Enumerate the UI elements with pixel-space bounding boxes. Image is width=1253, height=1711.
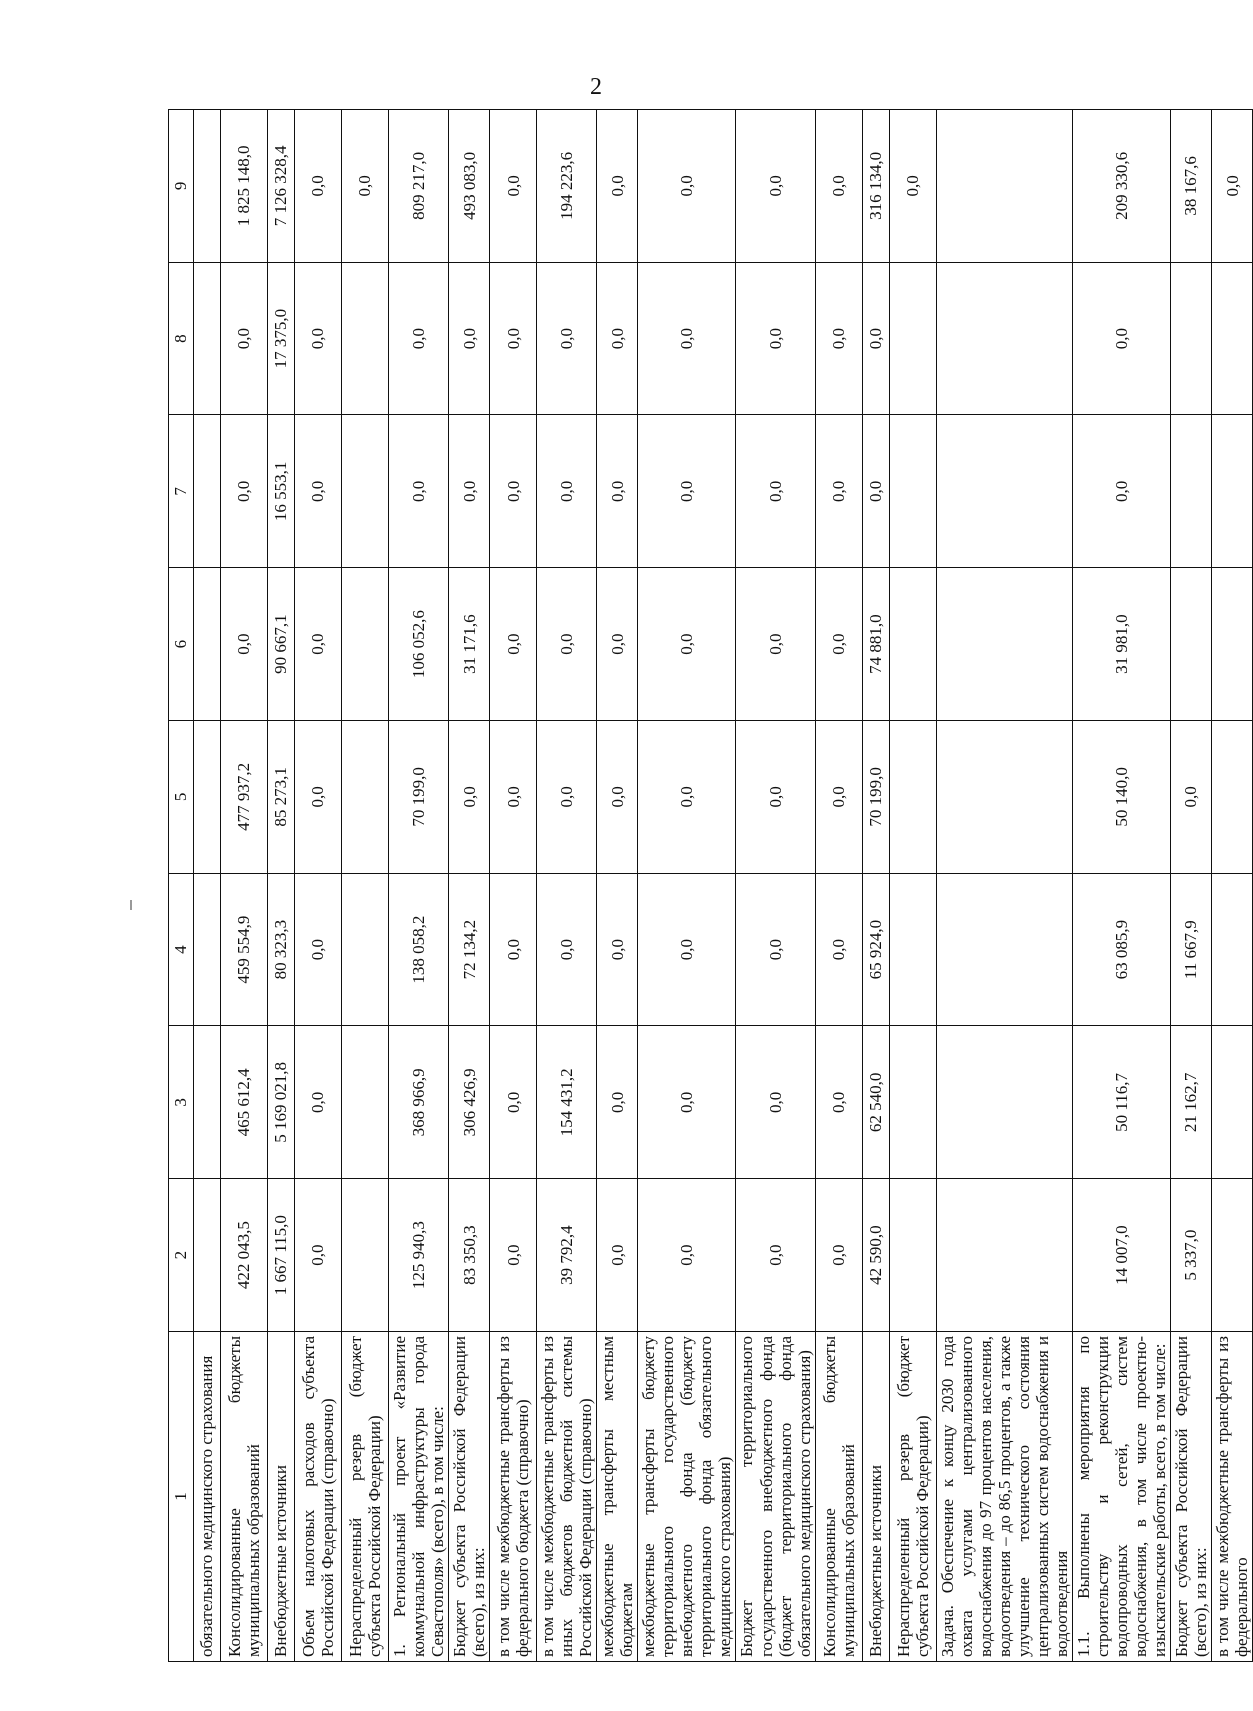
cell-value (936, 110, 1072, 263)
cell-value: 0,0 (295, 873, 342, 1026)
table-row (1212, 110, 1253, 1662)
row-label: Нераспределенный резерв (бюджет субъекта Российской Федерации) (889, 1332, 936, 1662)
row-label: Внебюджетные источники (862, 1332, 889, 1662)
cell-value: 459 554,9 (221, 873, 268, 1026)
cell-value: 0,0 (597, 1179, 638, 1332)
cell-value (1212, 262, 1253, 415)
column-header: 1 (169, 1332, 194, 1662)
cell-value: 0,0 (490, 873, 537, 1026)
cell-value: 0,0 (815, 1026, 862, 1179)
cell-value: 368 966,9 (389, 1026, 449, 1179)
page-number: 2 (590, 74, 602, 100)
cell-value (936, 1179, 1072, 1332)
cell-value (194, 110, 221, 263)
cell-value: 63 085,9 (1072, 873, 1170, 1026)
cell-value: 0,0 (295, 721, 342, 874)
cell-value (1212, 415, 1253, 568)
cell-value: 42 590,0 (862, 1179, 889, 1332)
cell-value: 14 007,0 (1072, 1179, 1170, 1332)
table-row (490, 110, 537, 1662)
cell-value (936, 1026, 1072, 1179)
row-label: обязательного медицинского страхования (194, 1332, 221, 1662)
cell-value: 0,0 (638, 262, 736, 415)
table-row (1170, 110, 1211, 1662)
budget-table (168, 109, 1253, 1662)
cell-value (936, 568, 1072, 721)
cell-value (936, 415, 1072, 568)
cell-value: 0,0 (638, 568, 736, 721)
column-header: 9 (169, 110, 194, 263)
cell-value: 0,0 (638, 721, 736, 874)
cell-value: 0,0 (597, 262, 638, 415)
cell-value: 316 134,0 (862, 110, 889, 263)
cell-value: 16 553,1 (268, 415, 295, 568)
cell-value: 0,0 (862, 262, 889, 415)
cell-value: 65 924,0 (862, 873, 889, 1026)
column-header: 4 (169, 873, 194, 1026)
cell-value: 0,0 (862, 415, 889, 568)
cell-value: 0,0 (537, 721, 597, 874)
row-label: Бюджет субъекта Российской Федерации (всего), из них: (1170, 1332, 1211, 1662)
cell-value: 0,0 (295, 415, 342, 568)
cell-value: 477 937,2 (221, 721, 268, 874)
cell-value: 0,0 (449, 415, 490, 568)
cell-value: 0,0 (597, 873, 638, 1026)
cell-value: 7 126 328,4 (268, 110, 295, 263)
table-row (815, 110, 862, 1662)
cell-value: 0,0 (295, 1026, 342, 1179)
cell-value: 0,0 (736, 873, 815, 1026)
cell-value (889, 873, 936, 1026)
cell-value: 70 199,0 (862, 721, 889, 874)
cell-value: 0,0 (889, 110, 936, 263)
cell-value: 0,0 (537, 415, 597, 568)
cell-value: 0,0 (597, 1026, 638, 1179)
cell-value: 0,0 (221, 262, 268, 415)
cell-value (936, 262, 1072, 415)
cell-value: 0,0 (490, 1179, 537, 1332)
cell-value: 70 199,0 (389, 721, 449, 874)
cell-value (889, 1026, 936, 1179)
table-header-row (169, 110, 194, 1662)
cell-value: 0,0 (490, 1026, 537, 1179)
cell-value: 74 881,0 (862, 568, 889, 721)
cell-value: 209 330,6 (1072, 110, 1170, 263)
row-label: Бюджет территориального государственного внебюджетного фонда (бюджет территориального фонда обязательного медицинского страхования) (736, 1332, 815, 1662)
cell-value: 0,0 (638, 1026, 736, 1179)
cell-value (342, 721, 389, 874)
cell-value: 0,0 (295, 110, 342, 263)
cell-value: 0,0 (221, 568, 268, 721)
table-row (736, 110, 815, 1662)
column-header: 2 (169, 1179, 194, 1332)
cell-value (889, 1179, 936, 1332)
column-header: 8 (169, 262, 194, 415)
row-label: межбюджетные трансферты местным бюджетам (597, 1332, 638, 1662)
cell-value: 0,0 (295, 568, 342, 721)
cell-value: 90 667,1 (268, 568, 295, 721)
cell-value: 0,0 (537, 262, 597, 415)
table-row (194, 110, 221, 1662)
cell-value: 0,0 (449, 721, 490, 874)
cell-value: 0,0 (597, 415, 638, 568)
cell-value: 62 540,0 (862, 1026, 889, 1179)
cell-value: 0,0 (597, 110, 638, 263)
table-row (295, 110, 342, 1662)
scan-mark (130, 900, 132, 910)
table-row (268, 110, 295, 1662)
row-label: Бюджет субъекта Российской Федерации (всего), из них: (449, 1332, 490, 1662)
cell-value: 1 667 115,0 (268, 1179, 295, 1332)
table-row (389, 110, 449, 1662)
cell-value: 11 667,9 (1170, 873, 1211, 1026)
table-row (1072, 110, 1170, 1662)
cell-value (889, 568, 936, 721)
cell-value (1212, 1179, 1253, 1332)
cell-value: 0,0 (638, 415, 736, 568)
cell-value: 0,0 (490, 110, 537, 263)
cell-value (889, 721, 936, 874)
cell-value: 0,0 (597, 568, 638, 721)
cell-value: 809 217,0 (389, 110, 449, 263)
cell-value: 0,0 (1170, 721, 1211, 874)
cell-value: 0,0 (815, 721, 862, 874)
row-label: межбюджетные трансферты бюджету территориального государственного внебюджетного фонда (бюджету территориального фонда обязательного медицинского страхования) (638, 1332, 736, 1662)
cell-value: 0,0 (736, 262, 815, 415)
cell-value: 0,0 (389, 262, 449, 415)
cell-value: 0,0 (736, 1026, 815, 1179)
row-label: Объем налоговых расходов субъекта Российской Федерации (справочно) (295, 1332, 342, 1662)
cell-value (194, 262, 221, 415)
cell-value: 0,0 (736, 110, 815, 263)
row-label: Консолидированные бюджеты муниципальных образований (221, 1332, 268, 1662)
column-header: 3 (169, 1026, 194, 1179)
column-header: 5 (169, 721, 194, 874)
column-header: 7 (169, 415, 194, 568)
rotated-table-frame (168, 110, 1252, 1662)
cell-value: 154 431,2 (537, 1026, 597, 1179)
cell-value (194, 568, 221, 721)
cell-value (936, 721, 1072, 874)
cell-value (194, 721, 221, 874)
cell-value (194, 873, 221, 1026)
row-label: Задача. Обеспечение к концу 2030 года охвата услугами централизованного водоснабжения до 97 процентов населения, водоотведения – до 86,5 процентов, а также улучшение технического состояния централизованных систем водоснабжения и водоотведения (936, 1332, 1072, 1662)
cell-value: 0,0 (815, 110, 862, 263)
cell-value: 0,0 (815, 1179, 862, 1332)
cell-value (342, 873, 389, 1026)
cell-value: 0,0 (638, 873, 736, 1026)
cell-value (1170, 568, 1211, 721)
cell-value: 422 043,5 (221, 1179, 268, 1332)
cell-value (1170, 415, 1211, 568)
cell-value: 0,0 (389, 415, 449, 568)
cell-value (1212, 721, 1253, 874)
cell-value (342, 262, 389, 415)
table-row (537, 110, 597, 1662)
cell-value: 80 323,3 (268, 873, 295, 1026)
table-row (862, 110, 889, 1662)
cell-value: 50 140,0 (1072, 721, 1170, 874)
cell-value: 21 162,7 (1170, 1026, 1211, 1179)
cell-value: 31 171,6 (449, 568, 490, 721)
cell-value: 125 940,3 (389, 1179, 449, 1332)
cell-value: 0,0 (490, 568, 537, 721)
row-label: Внебюджетные источники (268, 1332, 295, 1662)
cell-value: 0,0 (815, 415, 862, 568)
cell-value: 465 612,4 (221, 1026, 268, 1179)
cell-value (936, 873, 1072, 1026)
cell-value: 0,0 (815, 262, 862, 415)
cell-value: 72 134,2 (449, 873, 490, 1026)
cell-value: 0,0 (736, 1179, 815, 1332)
cell-value: 31 981,0 (1072, 568, 1170, 721)
row-label: в том числе межбюджетные трансферты из федерального бюджета (справочно) (490, 1332, 537, 1662)
cell-value: 83 350,3 (449, 1179, 490, 1332)
cell-value: 39 792,4 (537, 1179, 597, 1332)
cell-value: 0,0 (490, 262, 537, 415)
cell-value: 50 116,7 (1072, 1026, 1170, 1179)
cell-value: 0,0 (736, 721, 815, 874)
cell-value: 0,0 (490, 415, 537, 568)
cell-value: 0,0 (537, 568, 597, 721)
cell-value: 0,0 (1072, 415, 1170, 568)
rotated-table-container (168, 110, 1252, 1662)
cell-value: 0,0 (736, 415, 815, 568)
table-row (342, 110, 389, 1662)
row-label: 1. Региональный проект «Развитие коммунальной инфраструктуры города Севастополя» (всего), в том числе: (389, 1332, 449, 1662)
cell-value (889, 262, 936, 415)
cell-value: 0,0 (342, 110, 389, 263)
cell-value (1170, 262, 1211, 415)
cell-value: 0,0 (1072, 262, 1170, 415)
cell-value: 0,0 (815, 568, 862, 721)
cell-value: 306 426,9 (449, 1026, 490, 1179)
row-label: Нераспределенный резерв (бюджет субъекта Российской Федерации) (342, 1332, 389, 1662)
cell-value: 0,0 (815, 873, 862, 1026)
table-row (221, 110, 268, 1662)
cell-value: 0,0 (1212, 110, 1253, 263)
cell-value: 38 167,6 (1170, 110, 1211, 263)
cell-value: 0,0 (221, 415, 268, 568)
cell-value: 0,0 (295, 1179, 342, 1332)
table-row (638, 110, 736, 1662)
column-header: 6 (169, 568, 194, 721)
cell-value (194, 1179, 221, 1332)
row-label: в том числе межбюджетные трансферты из иных бюджетов бюджетной системы Российской Федерации (справочно) (537, 1332, 597, 1662)
cell-value: 0,0 (537, 873, 597, 1026)
cell-value (889, 415, 936, 568)
table-row (597, 110, 638, 1662)
cell-value (342, 1179, 389, 1332)
cell-value (342, 568, 389, 721)
cell-value (1212, 568, 1253, 721)
cell-value (1212, 1026, 1253, 1179)
cell-value: 17 375,0 (268, 262, 295, 415)
table-row (449, 110, 490, 1662)
row-label: в том числе межбюджетные трансферты из федерального (1212, 1332, 1253, 1662)
cell-value (194, 1026, 221, 1179)
cell-value: 85 273,1 (268, 721, 295, 874)
cell-value: 0,0 (638, 1179, 736, 1332)
row-label: 1.1. Выполнены мероприятия по строительству и реконструкции водопроводных сетей, систем водоснабжения, в том числе проектно-изыскательские работы, всего, в том числе: (1072, 1332, 1170, 1662)
cell-value: 1 825 148,0 (221, 110, 268, 263)
cell-value (194, 415, 221, 568)
cell-value: 5 169 021,8 (268, 1026, 295, 1179)
cell-value (1212, 873, 1253, 1026)
cell-value (342, 415, 389, 568)
cell-value: 138 058,2 (389, 873, 449, 1026)
cell-value (342, 1026, 389, 1179)
cell-value: 0,0 (597, 721, 638, 874)
cell-value: 0,0 (449, 262, 490, 415)
table-row (936, 110, 1072, 1662)
cell-value: 0,0 (638, 110, 736, 263)
cell-value: 0,0 (295, 262, 342, 415)
cell-value: 5 337,0 (1170, 1179, 1211, 1332)
cell-value: 106 052,6 (389, 568, 449, 721)
cell-value: 0,0 (490, 721, 537, 874)
row-label: Консолидированные бюджеты муниципальных образований (815, 1332, 862, 1662)
cell-value: 194 223,6 (537, 110, 597, 263)
cell-value: 493 083,0 (449, 110, 490, 263)
cell-value: 0,0 (736, 568, 815, 721)
table-row (889, 110, 936, 1662)
